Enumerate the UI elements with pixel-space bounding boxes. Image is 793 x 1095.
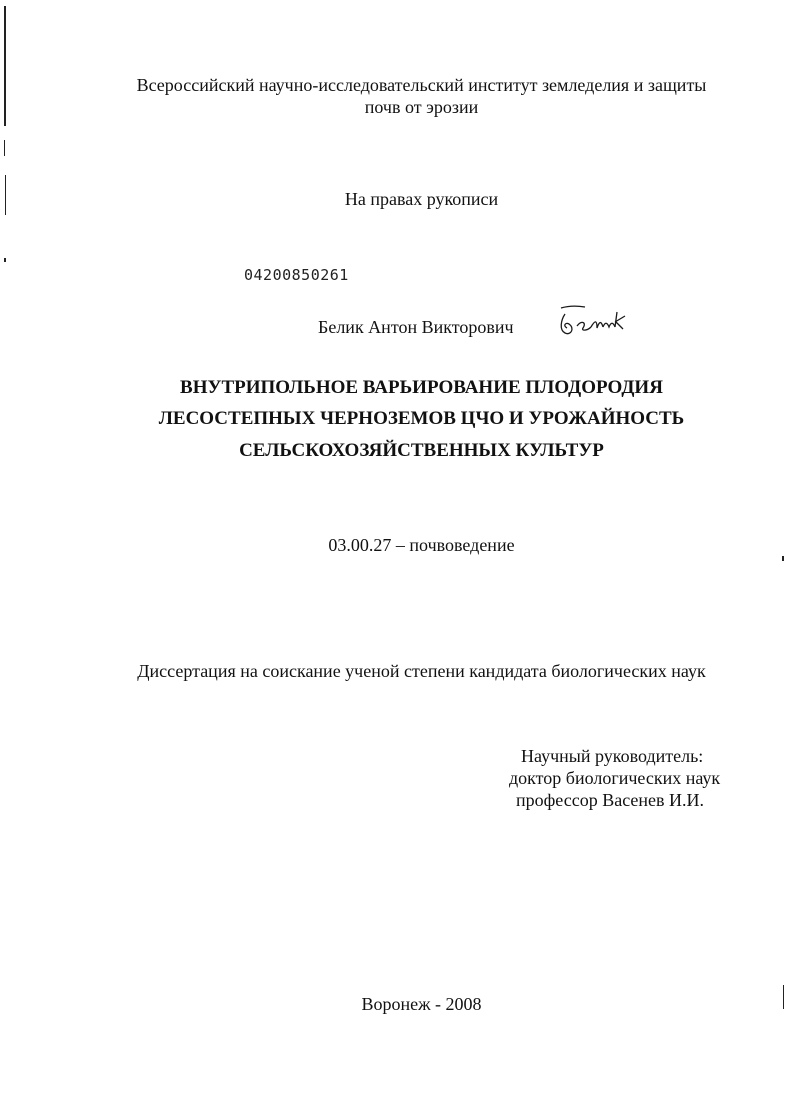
institute-name-line-2: почв от эрозии [364,97,479,117]
dissertation-title-line-2: ЛЕСОСТЕПНЫХ ЧЕРНОЗЕМОВ ЦЧО И УРОЖАЙНОСТЬ [158,408,685,429]
handwritten-signature-icon [553,300,633,338]
author-name: Белик Антон Викторович [318,317,514,337]
scan-edge-mark [4,140,5,156]
institute-name-line-1: Всероссийский научно-исследовательский институт земледелия и защиты [136,75,707,95]
dissertation-title-line-1: ВНУТРИПОЛЬНОЕ ВАРЬИРОВАНИЕ ПЛОДОРОДИЯ [180,377,663,398]
dissertation-degree-statement: Диссертация на соискание ученой степени кандидата биологических наук [137,661,706,681]
scan-edge-mark [4,258,6,262]
supervisor-degree: доктор биологических наук [509,768,721,788]
document-number: 04200850261 [244,266,349,284]
dissertation-title-line-3: СЕЛЬСКОХОЗЯЙСТВЕННЫХ КУЛЬТУР [239,440,604,461]
supervisor-label: Научный руководитель: [521,746,704,766]
city-year: Воронеж - 2008 [361,994,482,1014]
specialty-code: 03.00.27 – почвоведение [328,535,515,555]
manuscript-rights-note: На правах рукописи [344,189,499,209]
supervisor-name: профессор Васенев И.И. [516,790,705,810]
scan-edge-mark [782,556,784,561]
